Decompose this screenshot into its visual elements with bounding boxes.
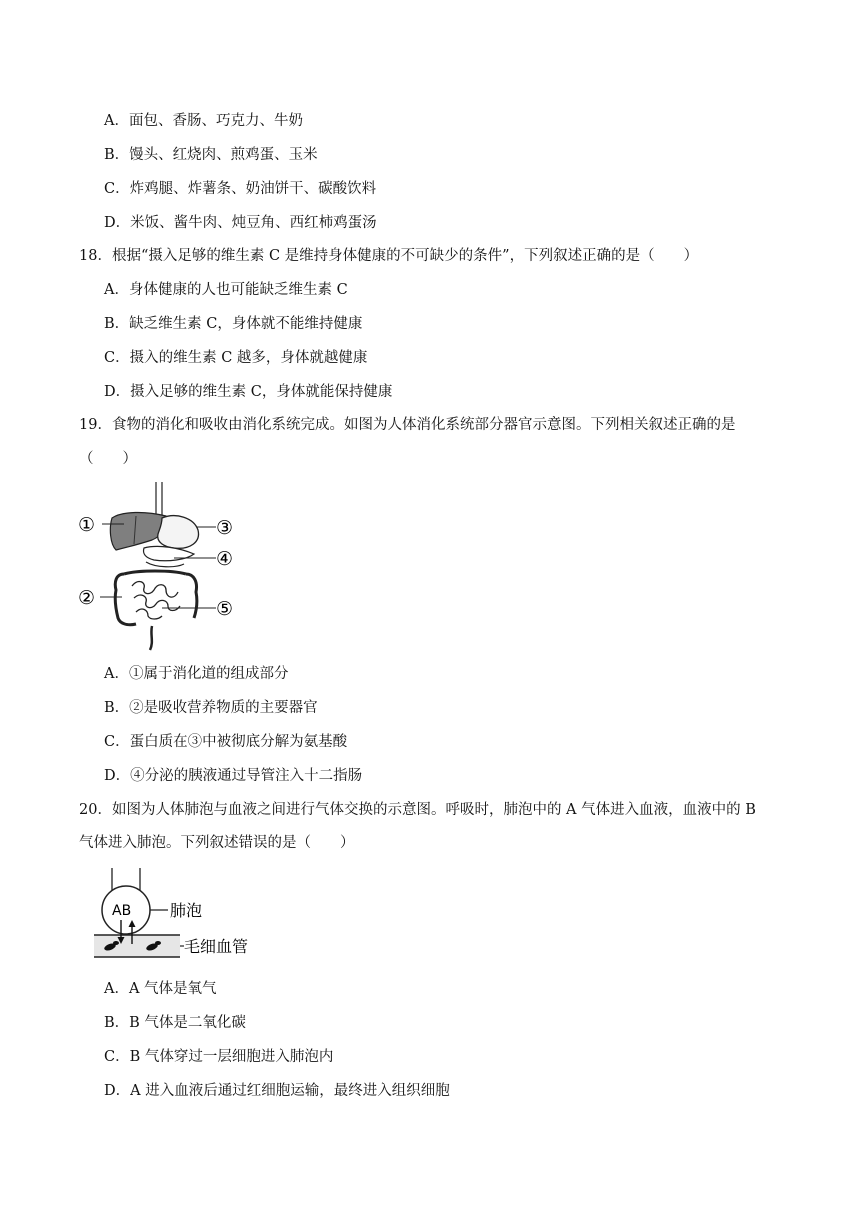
- alveolus-label: 肺泡: [170, 901, 203, 920]
- q19-option-c: C．蛋白质在③中被彻底分解为氨基酸: [104, 734, 348, 750]
- q17-option-d: D．米饭、酱牛肉、炖豆角、西红柿鸡蛋汤: [104, 215, 377, 231]
- digestive-system-figure: [76, 478, 246, 656]
- q19-option-d: D．④分泌的胰液通过导管注入十二指肠: [104, 768, 363, 784]
- capillary-label: 毛细血管: [184, 937, 249, 956]
- q20-stem-line1: 20．如图为人体肺泡与血液之间进行气体交换的示意图。呼吸时，肺泡中的 A 气体进入血液，血液中的 B: [79, 802, 756, 818]
- q19-option-b: B．②是吸收营养物质的主要器官: [104, 700, 318, 716]
- q20-option-b: B．B 气体是二氧化碳: [104, 1015, 246, 1031]
- q19-stem-line2: （ ）: [79, 451, 137, 467]
- q18-option-c: C．摄入的维生素 C 越多，身体就越健康: [104, 350, 368, 366]
- q20-option-a: A．A 气体是氧气: [104, 981, 217, 997]
- q18-stem: 18．根据“摄入足够的维生素 C 是维持身体健康的不可缺少的条件”，下列叙述正确的是（ ）: [79, 248, 699, 264]
- figure-label-4: ④: [216, 548, 234, 570]
- q18-option-a: A．身体健康的人也可能缺乏维生素 C: [104, 282, 348, 298]
- q18-option-d: D．摄入足够的维生素 C，身体就能保持健康: [104, 384, 393, 400]
- q20-option-d: D．A 进入血液后通过红细胞运输，最终进入组织细胞: [104, 1083, 450, 1099]
- q17-option-b: B．馒头、红烧肉、煎鸡蛋、玉米: [104, 147, 318, 163]
- alveolus-gas-label: AB: [112, 903, 132, 919]
- q17-option-a: A．面包、香肠、巧克力、牛奶: [104, 113, 303, 129]
- q20-option-c: C．B 气体穿过一层细胞进入肺泡内: [104, 1049, 334, 1065]
- figure-label-1: ①: [78, 514, 96, 536]
- q18-option-b: B．缺乏维生素 C，身体就不能维持健康: [104, 316, 363, 332]
- q19-stem-line1: 19．食物的消化和吸收由消化系统完成。如图为人体消化系统部分器官示意图。下列相关叙述正确的是: [79, 417, 736, 433]
- q20-stem-line2: 气体进入肺泡。下列叙述错误的是（ ）: [79, 835, 355, 851]
- q19-option-a: A．①属于消化道的组成部分: [104, 666, 289, 682]
- figure-label-2: ②: [78, 587, 96, 609]
- figure-label-3: ③: [216, 517, 234, 539]
- q17-option-c: C．炸鸡腿、炸薯条、奶油饼干、碳酸饮料: [104, 181, 377, 197]
- gas-exchange-figure: [90, 866, 260, 966]
- figure-label-5: ⑤: [216, 598, 234, 620]
